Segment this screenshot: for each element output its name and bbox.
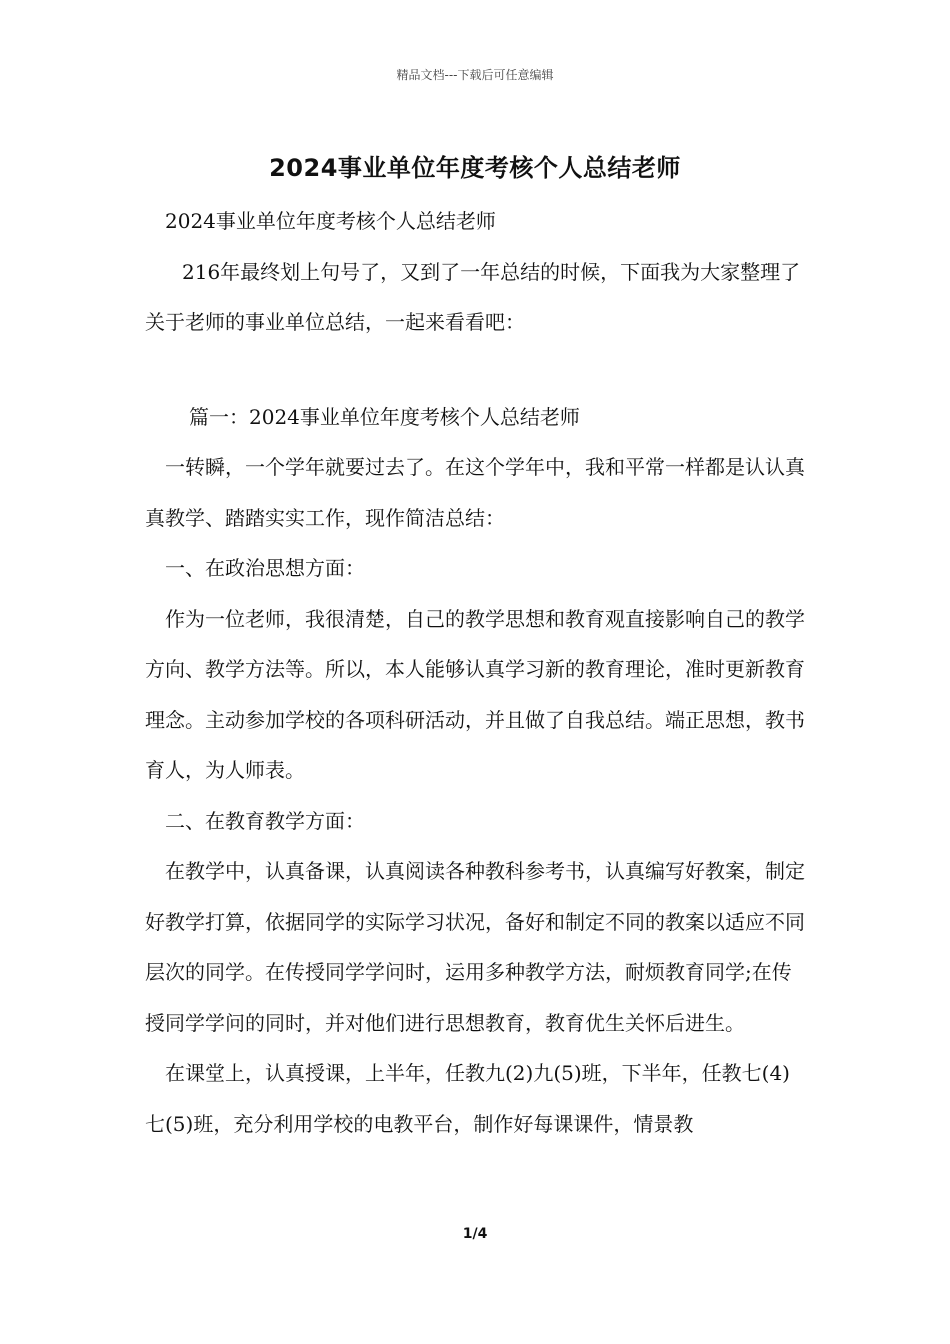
page-header: 精品文档---下载后可任意编辑 xyxy=(396,68,554,82)
paragraph-gap xyxy=(145,348,807,392)
page-total: 4 xyxy=(477,1226,488,1242)
intro-paragraph: 216年最终划上句号了，又到了一年总结的时候，下面我为大家整理了关于老师的事业单位总结，一起来看看吧： xyxy=(145,259,801,334)
body-paragraph: 一转瞬，一个学年就要过去了。在这个学年中，我和平常一样都是认认真真教学、踏踏实实工作，现作简洁总结： xyxy=(145,455,805,530)
section-heading: 一、在政治思想方面： xyxy=(165,556,365,580)
body-paragraph: 在教学中，认真备课，认真阅读各种教科参考书，认真编写好教案，制定好教学打算，依据同学的实际学习状况，备好和制定不同的教案以适应不同层次的同学。在传授同学学问时，运用多种教学方法，耐烦教育同学;在传授同学学问的同时，并对他们进行思想教育，教育优生关怀后进生。 xyxy=(145,859,805,1035)
document-title: 2024事业单位年度考核个人总结老师 xyxy=(269,154,681,182)
body-paragraph: 作为一位老师，我很清楚，自己的教学思想和教育观直接影响自己的教学方向、教学方法等。所以，本人能够认真学习新的教育理论，准时更新教育理念。主动参加学校的各项科研活动，并且做了自我总结。端正思想，教书育人，为人师表。 xyxy=(145,606,805,782)
page-number xyxy=(0,1226,950,1242)
section-heading: 篇一：2024事业单位年度考核个人总结老师 xyxy=(189,404,580,429)
section-heading: 二、在教育教学方面： xyxy=(165,808,365,833)
subtitle-paragraph: 2024事业单位年度考核个人总结老师 xyxy=(165,209,496,233)
page-current: 1 xyxy=(462,1226,473,1242)
document-body xyxy=(145,196,807,1149)
page-separator: / xyxy=(472,1226,478,1242)
body-paragraph: 在课堂上，认真授课，上半年，任教九(2)九(5)班，下半年，任教七(4)七(5)班，充分利用学校的电教平台，制作好每课课件，情景教 xyxy=(145,1061,790,1136)
